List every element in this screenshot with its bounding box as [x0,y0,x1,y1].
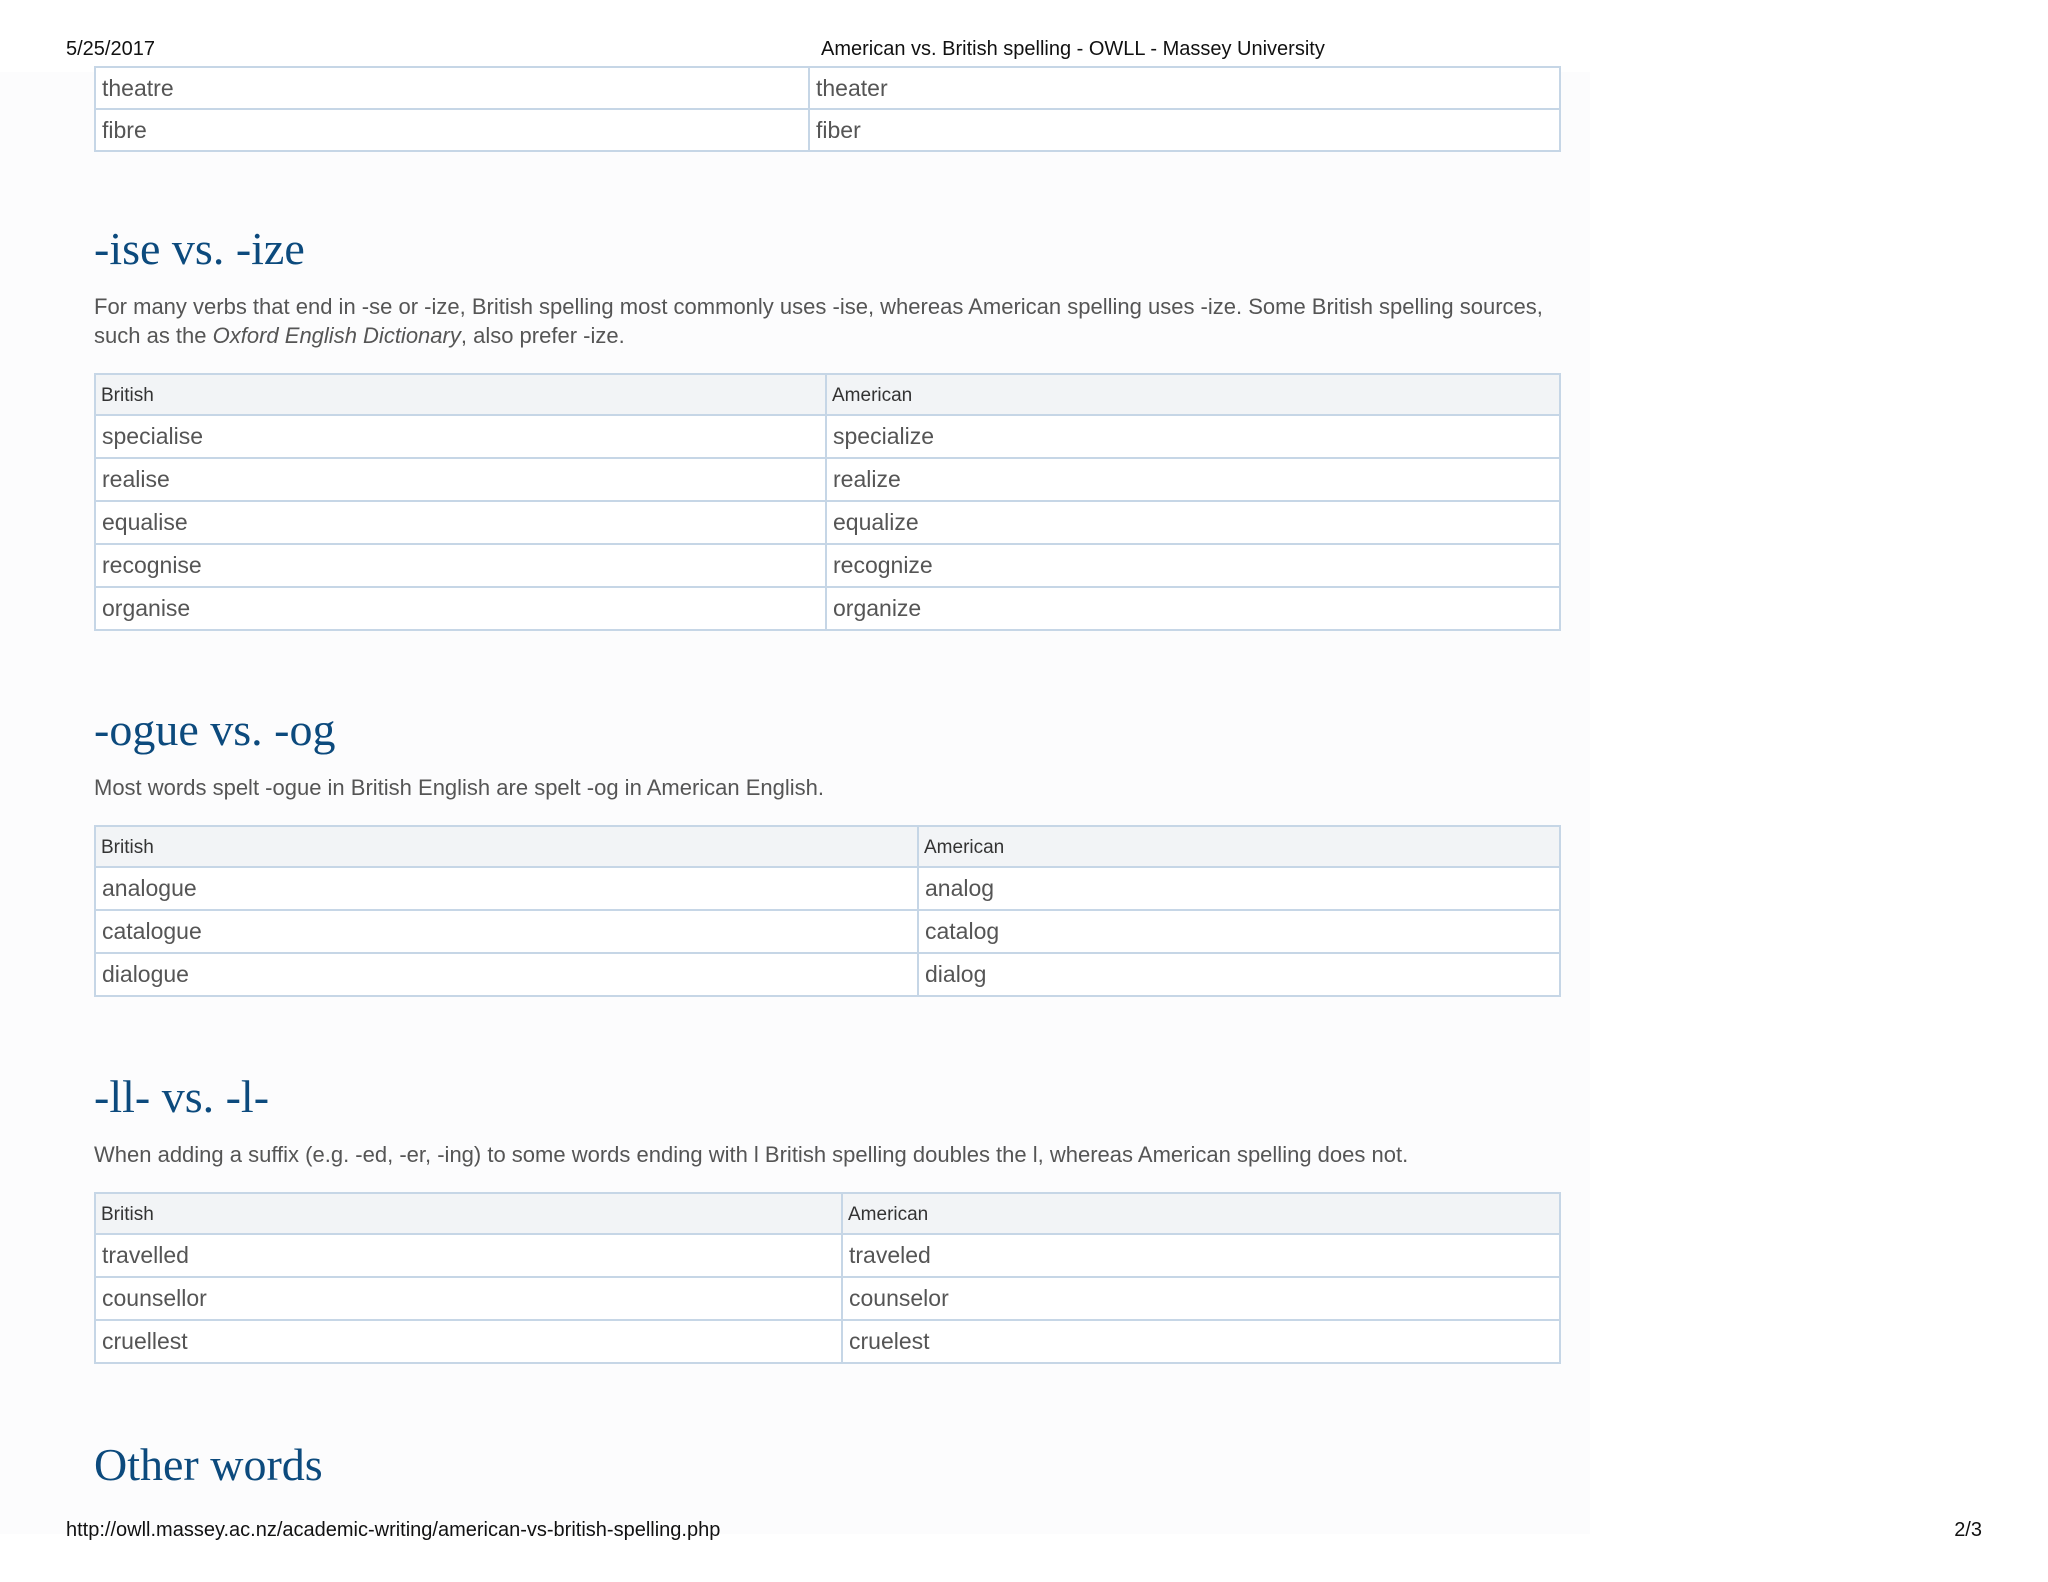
american-cell: dialog [918,953,1560,996]
spelling-table-ogue-og [94,825,1561,997]
column-header-american: American [826,374,1560,415]
british-cell: catalogue [95,910,918,953]
table-row [95,910,1560,953]
british-cell: travelled [95,1234,842,1277]
table-wrapper [94,373,1561,631]
american-cell: fiber [809,109,1560,151]
british-cell: recognise [95,544,826,587]
section-heading: -ise vs. -ize [94,223,305,274]
section-heading: -ll- vs. -l- [94,1071,270,1122]
column-header-american: American [842,1193,1560,1234]
table-row [95,867,1560,910]
print-title: American vs. British spelling - OWLL - Massey University [821,38,1325,60]
british-cell: dialogue [95,953,918,996]
column-header-british: British [95,374,826,415]
table-header-row [95,1193,1560,1234]
continued-table-fragment [94,66,1561,152]
table-header-row [95,826,1560,867]
table-row [95,415,1560,458]
table-row [95,109,1560,151]
table-row [95,1277,1560,1320]
table-row [95,544,1560,587]
description-text: For many verbs that end in -se or -ize, British spelling most commonly uses -ise, whereas American spelling uses -ize. Some British spelling sources, such as the [94,294,1543,348]
american-cell: specialize [826,415,1560,458]
section-heading: Other words [94,1439,323,1490]
print-url: http://owll.massey.ac.nz/academic-writing/american-vs-british-spelling.php [66,1519,721,1541]
table-row [95,953,1560,996]
column-header-british: British [95,1193,842,1234]
table-row [95,1320,1560,1363]
section-ogue-og [94,703,1561,997]
american-cell: theater [809,67,1560,109]
spelling-table-continued [94,66,1561,152]
oxford-dictionary-title: Oxford English Dictionary [212,323,461,348]
british-cell: fibre [95,109,809,151]
spelling-table-ll-l [94,1192,1561,1364]
description-text: , also prefer -ize. [460,323,625,348]
table-row [95,501,1560,544]
american-cell: traveled [842,1234,1560,1277]
section-description: Most words spelt -ogue in British English are spelt -og in American English. [94,775,825,800]
british-cell: counsellor [95,1277,842,1320]
british-cell: realise [95,458,826,501]
section-heading: -ogue vs. -og [94,704,336,755]
british-cell: organise [95,587,826,630]
print-date: 5/25/2017 [66,38,155,60]
table-header-row [95,374,1560,415]
section-description: When adding a suffix (e.g. -ed, -er, -ing) to some words ending with l British spelling doubles the l, whereas American spelling does not. [94,1142,1409,1167]
column-header-british: British [95,826,918,867]
british-cell: equalise [95,501,826,544]
section-other-words [94,1438,1561,1492]
table-wrapper [94,825,1561,997]
american-cell: cruelest [842,1320,1560,1363]
spelling-table-ise-ize [94,373,1561,631]
section-description [94,292,1561,350]
american-cell: counselor [842,1277,1560,1320]
table-row [95,587,1560,630]
american-cell: recognize [826,544,1560,587]
american-cell: catalog [918,910,1560,953]
table-row [95,67,1560,109]
british-cell: analogue [95,867,918,910]
column-header-american: American [918,826,1560,867]
table-wrapper [94,1192,1561,1364]
british-cell: theatre [95,67,809,109]
section-ise-ize [94,222,1561,631]
table-row [95,458,1560,501]
section-ll-l [94,1070,1561,1364]
british-cell: specialise [95,415,826,458]
american-cell: analog [918,867,1560,910]
page-number: 2/3 [1954,1519,1982,1541]
table-row [95,1234,1560,1277]
american-cell: realize [826,458,1560,501]
american-cell: equalize [826,501,1560,544]
british-cell: cruellest [95,1320,842,1363]
american-cell: organize [826,587,1560,630]
